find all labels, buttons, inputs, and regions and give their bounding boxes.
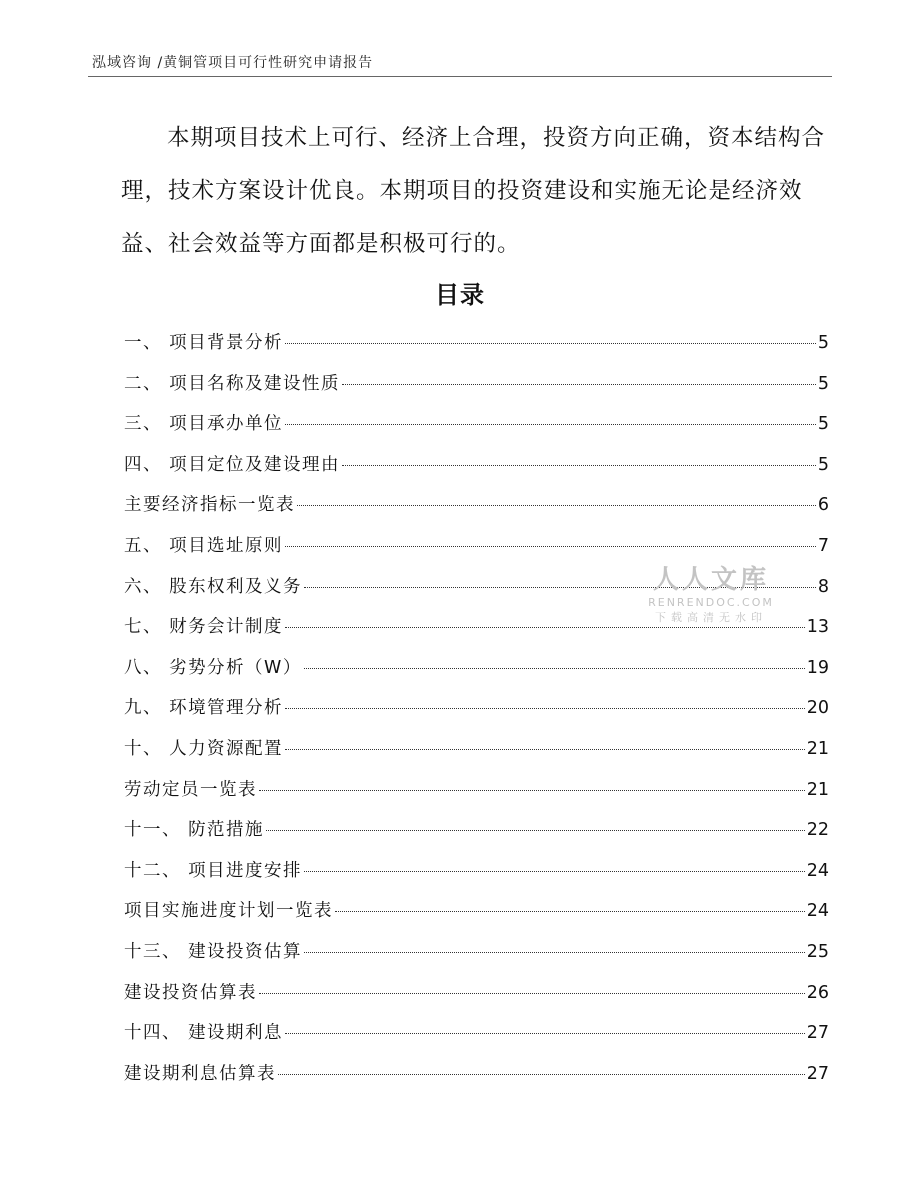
toc-entry[interactable] xyxy=(124,932,829,973)
toc-dot-leader xyxy=(342,384,816,385)
toc-dot-leader xyxy=(285,424,816,425)
toc-dot-leader xyxy=(259,790,805,791)
toc-entry-label: 十四、 建设期利息 xyxy=(124,1023,284,1044)
toc-entry-label: 五、 项目选址原则 xyxy=(124,535,284,556)
table-of-contents xyxy=(124,323,829,1094)
toc-dot-leader xyxy=(304,871,805,872)
toc-entry-label: 建设期利息估算表 xyxy=(124,1063,276,1084)
toc-entry[interactable] xyxy=(124,891,829,932)
toc-entry-label: 三、 项目承办单位 xyxy=(124,414,284,435)
toc-entry-page: 25 xyxy=(806,941,829,962)
toc-entry-page: 5 xyxy=(817,373,829,394)
toc-entry-page: 19 xyxy=(806,657,829,678)
toc-entry[interactable] xyxy=(124,364,829,405)
toc-entry-page: 8 xyxy=(817,576,829,597)
watermark-subtitle: 下载高清无水印 xyxy=(655,611,767,624)
toc-entry-label: 项目实施进度计划一览表 xyxy=(124,901,333,922)
toc-dot-leader xyxy=(304,587,816,588)
toc-entry-page: 22 xyxy=(806,820,829,841)
toc-entry-page: 5 xyxy=(817,333,829,353)
watermark-logo-text: 人人文库 xyxy=(652,565,769,595)
toc-entry-page: 7 xyxy=(817,535,829,556)
toc-entry-page: 27 xyxy=(806,1023,829,1044)
toc-dot-leader xyxy=(266,830,805,831)
toc-entry[interactable] xyxy=(124,810,829,851)
toc-entry-page: 5 xyxy=(817,414,829,435)
toc-entry[interactable] xyxy=(124,688,829,729)
toc-entry[interactable] xyxy=(124,1054,829,1095)
toc-dot-leader xyxy=(285,1033,805,1034)
toc-entry[interactable] xyxy=(124,851,829,892)
toc-entry[interactable] xyxy=(124,729,829,770)
toc-entry-label: 六、 股东权利及义务 xyxy=(124,576,303,597)
toc-entry[interactable] xyxy=(124,567,829,608)
toc-entry-label: 八、 劣势分析（W） xyxy=(124,657,302,678)
toc-entry-label: 十一、 防范措施 xyxy=(124,820,265,841)
running-header: 泓域咨询 /黄铜管项目可行性研究申请报告 xyxy=(92,55,374,71)
toc-entry[interactable] xyxy=(124,973,829,1014)
toc-dot-leader xyxy=(285,343,816,344)
toc-entry[interactable] xyxy=(124,1013,829,1054)
toc-entry-page: 27 xyxy=(806,1063,829,1084)
toc-entry-page: 21 xyxy=(806,779,829,800)
toc-entry[interactable] xyxy=(124,607,829,648)
toc-dot-leader xyxy=(285,627,805,628)
toc-entry[interactable] xyxy=(124,526,829,567)
toc-entry[interactable] xyxy=(124,770,829,811)
toc-entry[interactable] xyxy=(124,648,829,689)
intro-paragraph: 本期项目技术上可行、经济上合理，投资方向正确，资本结构合理，技术方案设计优良。本期项目的投资建设和实施无论是经济效益、社会效益等方面都是积极可行的。 xyxy=(121,125,826,257)
toc-entry-page: 21 xyxy=(806,738,829,759)
toc-entry-label: 主要经济指标一览表 xyxy=(124,495,295,516)
toc-dot-leader xyxy=(342,465,816,466)
toc-entry-label: 九、 环境管理分析 xyxy=(124,698,284,719)
toc-entry-page: 5 xyxy=(817,454,829,475)
toc-dot-leader xyxy=(285,708,805,709)
toc-entry-label: 一、 项目背景分析 xyxy=(124,333,284,353)
toc-entry-page: 20 xyxy=(806,698,829,719)
toc-entry-label: 十三、 建设投资估算 xyxy=(124,941,303,962)
toc-entry-page: 13 xyxy=(806,617,829,638)
toc-entry-label: 劳动定员一览表 xyxy=(124,779,257,800)
toc-dot-leader xyxy=(259,993,805,994)
toc-dot-leader xyxy=(285,546,816,547)
toc-entry-page: 24 xyxy=(806,901,829,922)
header-divider xyxy=(88,76,832,77)
toc-dot-leader xyxy=(297,505,816,506)
toc-entry-label: 二、 项目名称及建设性质 xyxy=(124,373,341,394)
toc-entry-label: 七、 财务会计制度 xyxy=(124,617,284,638)
toc-entry-page: 6 xyxy=(817,495,829,516)
toc-entry-label: 建设投资估算表 xyxy=(124,982,257,1003)
toc-dot-leader xyxy=(335,911,805,912)
toc-dot-leader xyxy=(285,749,805,750)
toc-entry[interactable] xyxy=(124,323,829,364)
toc-dot-leader xyxy=(304,952,805,953)
toc-dot-leader xyxy=(304,668,805,669)
toc-entry[interactable] xyxy=(124,445,829,486)
toc-title: 目录 xyxy=(435,281,485,309)
toc-entry-label: 十二、 项目进度安排 xyxy=(124,860,303,881)
toc-entry-label: 四、 项目定位及建设理由 xyxy=(124,454,341,475)
toc-entry[interactable] xyxy=(124,404,829,445)
toc-entry[interactable] xyxy=(124,485,829,526)
toc-entry-page: 24 xyxy=(806,860,829,881)
watermark-domain: RENRENDOC.COM xyxy=(648,596,774,609)
toc-dot-leader xyxy=(278,1074,805,1075)
toc-entry-label: 十、 人力资源配置 xyxy=(124,738,284,759)
toc-entry-page: 26 xyxy=(806,982,829,1003)
